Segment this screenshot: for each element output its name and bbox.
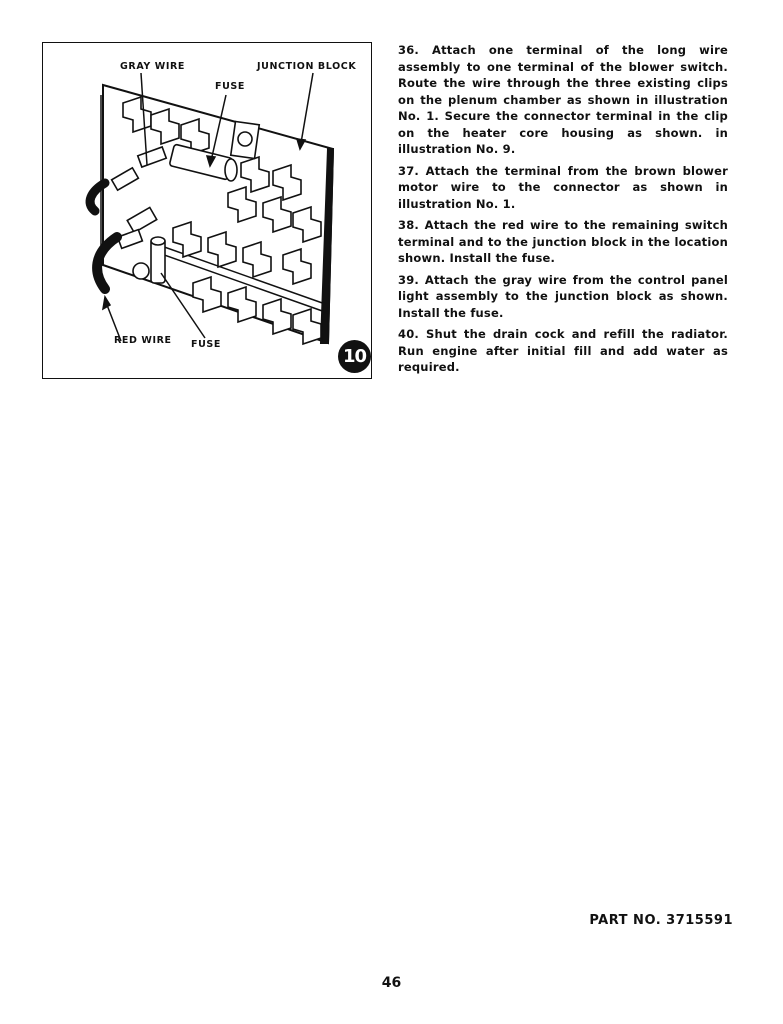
page-number: 46 [381,975,402,991]
step-39: 39. Attach the gray wire from the control panel light assembly to the junction block as shown. Install the fuse. [398,272,728,320]
red-wire-label: RED WIRE [114,335,172,346]
junction-block-drawing [43,43,371,378]
illustration-number-badge: 10 [338,340,371,373]
fuse-bottom-label: FUSE [191,339,221,350]
instruction-steps [398,42,728,381]
step-37: 37. Attach the terminal from the brown blower motor wire to the connector as shown in illustration No. 1. [398,163,728,211]
illustration-10 [42,42,372,379]
step-38: 38. Attach the red wire to the remaining switch terminal and to the junction block in the location shown. Install the fuse. [398,218,728,265]
step-40: 40. Shut the drain cock and refill the radiator. Run engine after initial fill and add water as required. [398,327,728,374]
part-number: PART NO. 3715591 [589,913,733,928]
step-36: 36. Attach one terminal of the long wire assembly to one terminal of the blower switch. Route the wire through the three existing clips on the plenum chamber as shown in illustration No. 1. Secure the connector terminal in the clip on the heater core housing as shown. in illustration No. 9. [398,43,728,156]
junction-block-label: JUNCTION BLOCK [257,61,357,72]
mounting-tab [231,121,259,158]
gray-wire-label: GRAY WIRE [120,61,185,72]
fuse-top-label: FUSE [215,81,245,92]
